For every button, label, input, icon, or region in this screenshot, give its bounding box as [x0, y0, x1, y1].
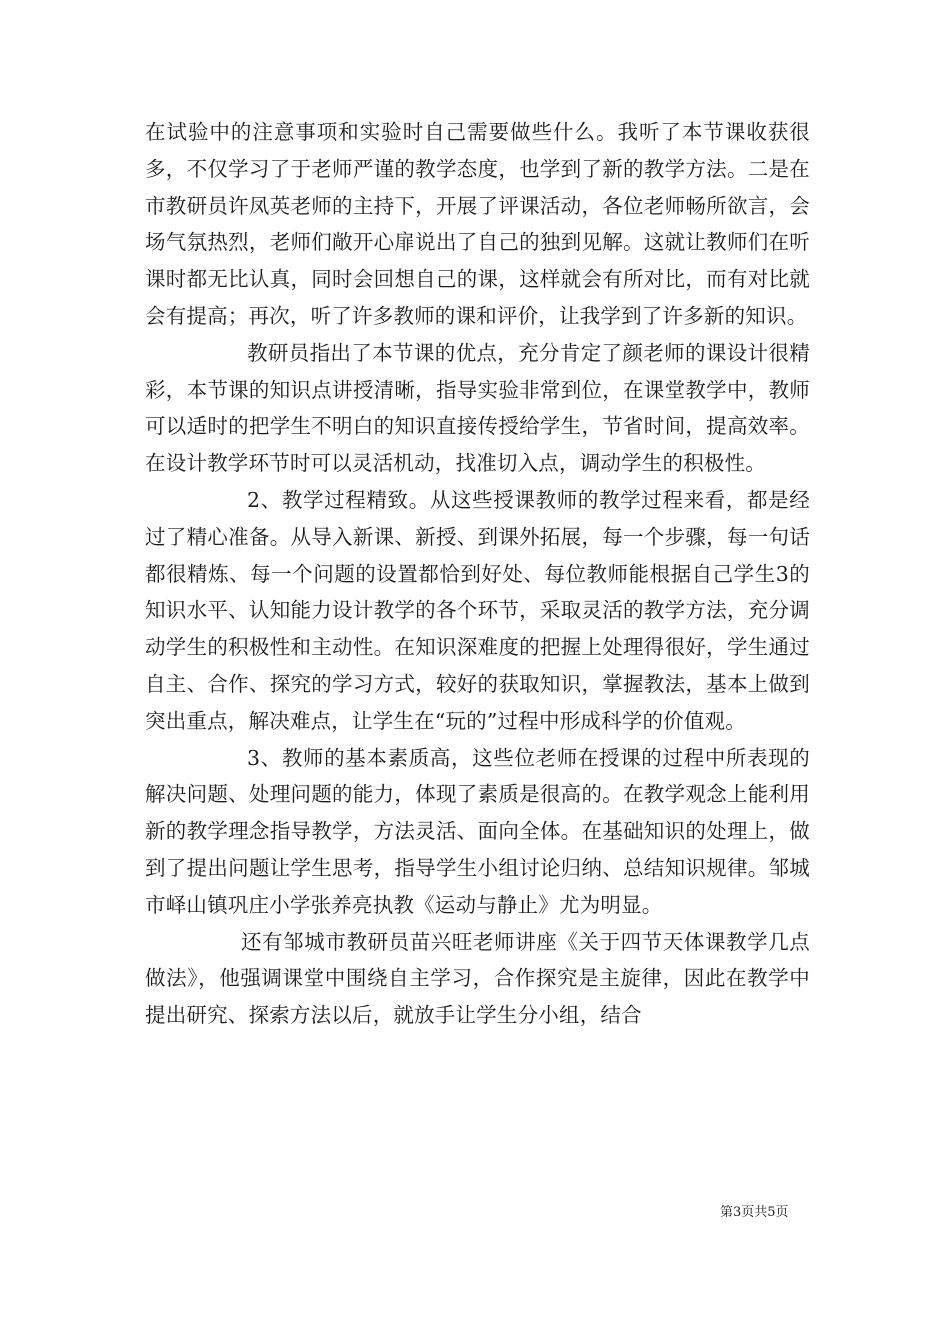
paragraph-2: 教研员指出了本节课的优点，充分肯定了颜老师的课设计很精彩，本节课的知识点讲授清晰，指导实验非常到位，在课堂教学中，教师可以适时的把学生不明白的知识直接传授给学生，节省时间，提高效率。在设计教学环节时可以灵活机动，找准切入点，调动学生的积极性。	[145, 340, 810, 476]
paragraph-3: 2、教学过程精致。从这些授课教师的教学过程来看，都是经过了精心准备。从导入新课、新授、到课外拓展，每一个步骤，每一句话都很精炼、每一个问题的设置都恰到好处、每位教师能根据自己学生3的知识水平、认知能力设计教学的各个环节，采取灵活的教学方法，充分调动学生的积极性和主动性。在知识深难度的把握上处理得很好，学生通过自主、合作、探究的学习方式，较好的获取知识，掌握教法，基本上做到突出重点，解决难点，让学生在“玩的”过程中形成科学的价值观。	[145, 487, 810, 733]
page-number-footer: 第3页共5页	[720, 1205, 789, 1220]
paragraph-4: 3、教师的基本素质高，这些位老师在授课的过程中所表现的解决问题、处理问题的能力，体现了素质是很高的。在教学观念上能利用新的教学理念指导教学，方法灵活、面向全体。在基础知识的处理上，做到了提出问题让学生思考，指导学生小组讨论归纳、总结知识规律。邹城市峄山镇巩庄小学张养亮执教《运动与静止》尤为明显。	[145, 745, 810, 917]
document-body	[145, 114, 810, 1034]
paragraph-1: 在试验中的注意事项和实验时自己需要做些什么。我听了本节课收获很多，不仅学习了于老师严谨的教学态度，也学到了新的教学方法。二是在市教研员许凤英老师的主持下，开展了评课活动，各位老师畅所欲言，会场气氛热烈，老师们敞开心扉说出了自己的独到见解。这就让教师们在听课时都无比认真，同时会回想自己的课，这样就会有所对比，而有对比就会有提高；再次，听了许多教师的课和评价，让我学到了许多新的知识。	[145, 120, 810, 328]
paragraph-5: 还有邹城市教研员苗兴旺老师讲座《关于四节天体课教学几点做法》，他强调课堂中围绕自主学习，合作探究是主旋律，因此在教学中提出研究、探索方法以后，就放手让学生分小组，结合	[145, 929, 810, 1028]
